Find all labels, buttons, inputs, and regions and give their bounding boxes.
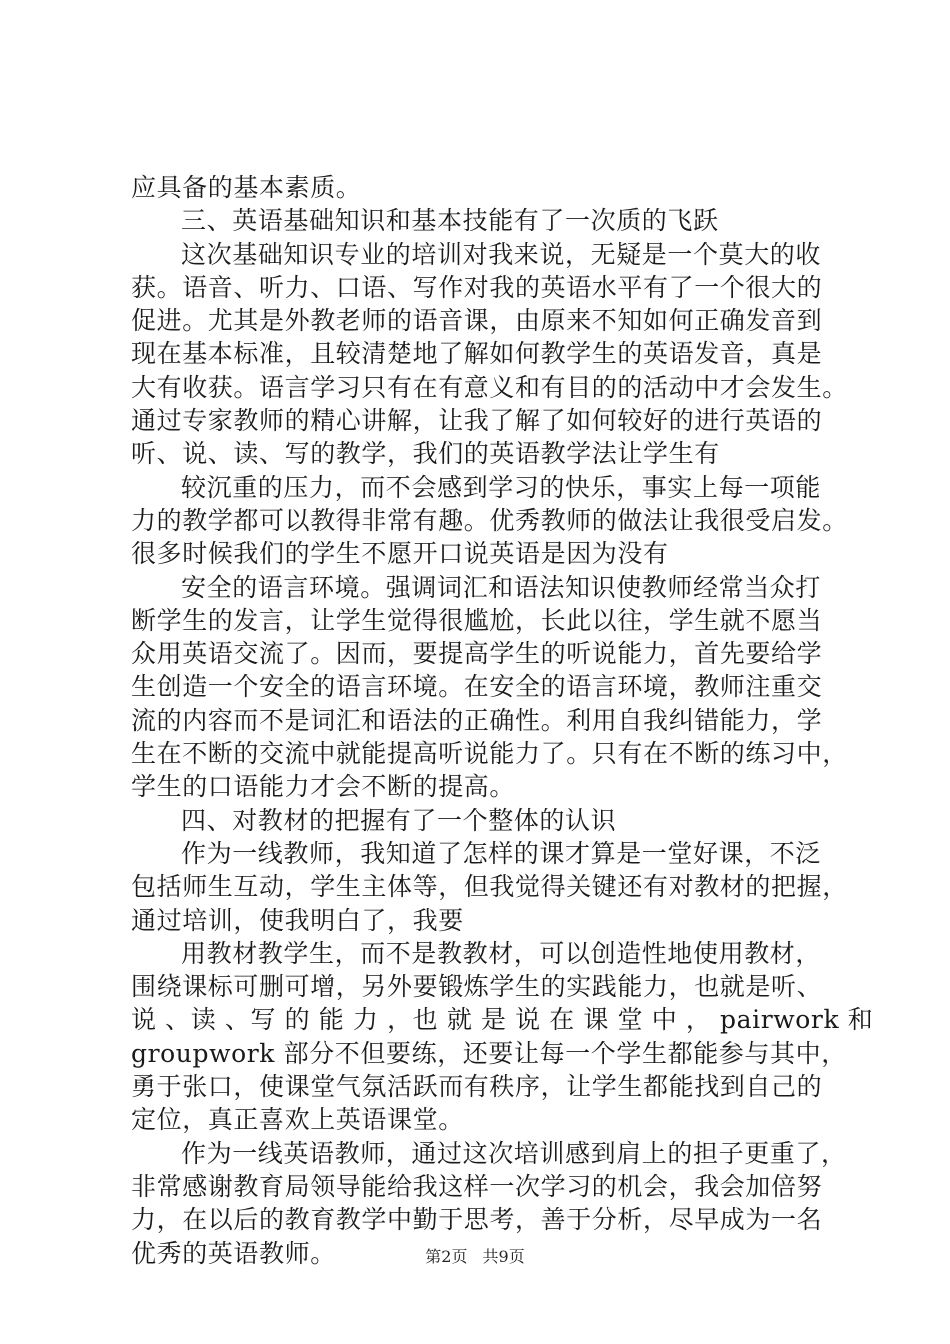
text-line: 优秀的英语教师。 [131,1238,336,1268]
page-footer [0,1244,950,1267]
text-line: 用教材教学生，而不是教教材，可以创造性地使用教材， [181,938,822,968]
text-line: 很多时候我们的学生不愿开口说英语是因为没有 [131,539,669,569]
text-line: 围绕课标可删可增，另外要锻炼学生的实践能力，也就是听、 [131,972,823,1002]
text-line: 断学生的发言，让学生觉得很尴尬，长此以往，学生就不愿当 [131,605,823,635]
text-line: 力，在以后的教育教学中勤于思考，善于分析，尽早成为一名 [131,1205,823,1235]
text-line: 勇于张口，使课堂气氛活跃而有秩序，让学生都能找到自己的 [131,1072,823,1102]
page-total: 共9页 [482,1247,525,1266]
text-line: 这次基础知识专业的培训对我来说，无疑是一个莫大的收 [181,239,822,269]
text-line: 较沉重的压力，而不会感到学习的快乐，事实上每一项能 [181,472,822,502]
text-line: 通过培训，使我明白了，我要 [131,905,464,935]
document-body [131,171,874,1270]
text-line: 定位，真正喜欢上英语课堂。 [131,1105,464,1135]
text-line: 力的教学都可以教得非常有趣。优秀教师的做法让我很受启发。 [131,505,848,535]
text-line: 通过专家教师的精心讲解，让我了解了如何较好的进行英语的 [131,406,823,436]
text-line: 安全的语言环境。强调词汇和语法知识使教师经常当众打 [181,572,822,602]
text-line: 大有收获。语言学习只有在有意义和有目的的活动中才会发生。 [131,372,848,402]
text-line: 作为一线教师，我知道了怎样的课才算是一堂好课，不泛 [181,838,822,868]
text-line: 获。语音、听力、口语、写作对我的英语水平有了一个很大的 [131,272,823,302]
text-line: groupwork 部分不但要练，还要让每一个学生都能参与其中， [131,1038,847,1068]
text-line: 流的内容而不是词汇和语法的正确性。利用自我纠错能力，学 [131,705,823,735]
text-line: 非常感谢教育局领导能给我这样一次学习的机会，我会加倍努 [131,1171,823,1201]
text-line: 众用英语交流了。因而，要提高学生的听说能力，首先要给学 [131,639,823,669]
page-number: 第2页 [425,1247,468,1266]
text-line: 听、说、读、写的教学，我们的英语教学法让学生有 [131,439,720,469]
text-line: 三、英语基础知识和基本技能有了一次质的飞跃 [181,206,719,236]
text-line: 现在基本标准，且较清楚地了解如何教学生的英语发音，真是 [131,339,823,369]
text-line: 包括师生互动，学生主体等，但我觉得关键还有对教材的把握， [131,872,848,902]
text-line: 四、对教材的把握有了一个整体的认识 [181,805,617,835]
text-line: 应具备的基本素质。 [131,173,362,202]
text-line: 说 、读 、写 的 能 力 ，也 就 是 说 在 课 堂 中 ， pairwork 和 [131,1005,874,1035]
text-line: 促进。尤其是外教老师的语音课，由原来不知如何正确发音到 [131,306,823,336]
text-line: 学生的口语能力才会不断的提高。 [131,772,516,802]
text-line: 生创造一个安全的语言环境。在安全的语言环境，教师注重交 [131,672,823,702]
text-line: 作为一线英语教师，通过这次培训感到肩上的担子更重了， [181,1138,847,1168]
text-line: 生在不断的交流中就能提高听说能力了。只有在不断的练习中， [131,739,848,769]
